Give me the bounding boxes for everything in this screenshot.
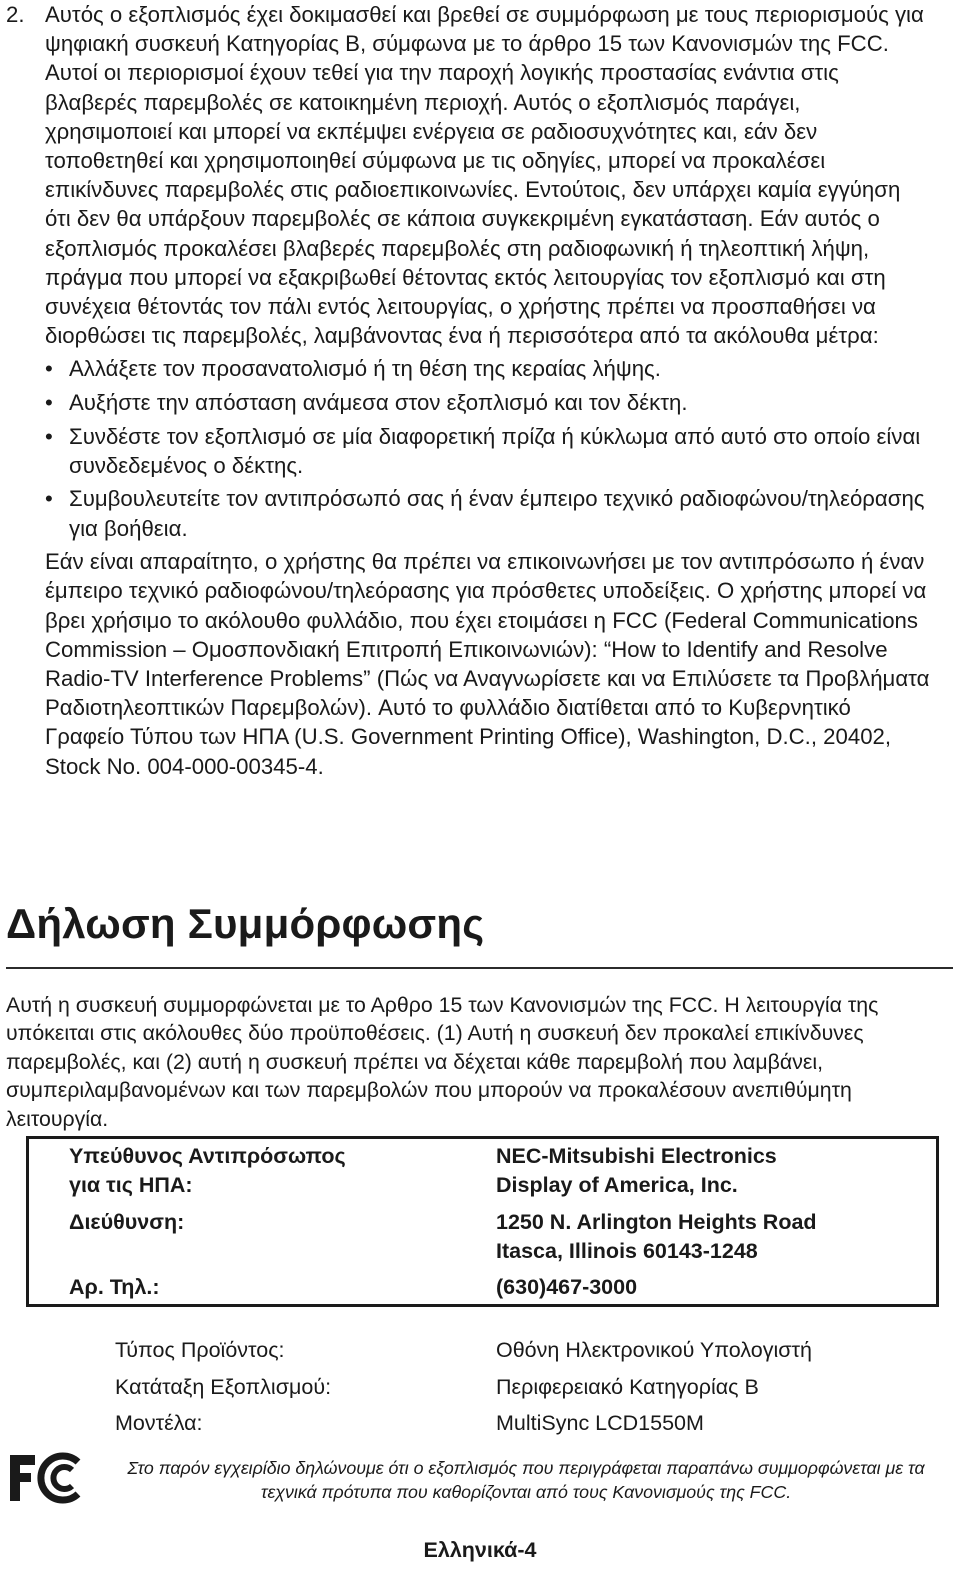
section-divider bbox=[6, 967, 953, 969]
page-number: Ελληνικά-4 bbox=[423, 1538, 537, 1562]
bullet-icon: • bbox=[45, 390, 53, 416]
bullet-icon: • bbox=[45, 356, 53, 382]
list-item-text: Αυξήστε την απόσταση ανάμεσα στον εξοπλισμό και τον δέκτη. bbox=[69, 390, 688, 416]
rep-label-line-2: για τις ΗΠΑ: bbox=[69, 1173, 193, 1197]
section-title: Δήλωση Συμμόρφωσης bbox=[6, 900, 485, 947]
measures-list bbox=[45, 354, 930, 542]
list-item-text: Αλλάξετε τον προσανατολισμό ή τη θέση της κεραίας λήψης. bbox=[69, 356, 661, 382]
model-label: Μοντέλα: bbox=[115, 1411, 203, 1435]
phone-label: Αρ. Τηλ.: bbox=[69, 1275, 160, 1299]
equipment-class-label: Κατάταξη Εξοπλισμού: bbox=[115, 1375, 332, 1399]
address-value-line-1: 1250 N. Arlington Heights Road bbox=[496, 1210, 817, 1234]
address-value-line-2: Itasca, Illinois 60143-1248 bbox=[496, 1239, 758, 1263]
list-item-text: Συνδέστε τον εξοπλισμό σε μία διαφορετική πρίζα ή κύκλωμα από αυτό στο οποίο είναι συνδεδεμένος ο δέκτης. bbox=[69, 423, 921, 478]
list-item bbox=[45, 354, 930, 383]
bullet-icon: • bbox=[45, 423, 53, 449]
bullet-icon: • bbox=[45, 486, 53, 512]
contact-info-box bbox=[26, 1136, 939, 1307]
rep-value-line-2: Display of America, Inc. bbox=[496, 1173, 738, 1197]
model-value: MultiSync LCD1550M bbox=[496, 1411, 704, 1435]
list-item bbox=[45, 422, 930, 480]
fcc-item-2 bbox=[0, 0, 930, 781]
fcc-compliance-note: Στο παρόν εγχειρίδιο δηλώνουμε ότι ο εξοπλισμός που περιγράφεται παραπάνω συμμορφώνεται με τα τεχνικά πρότυπα που καθορίζονται από τους Κανονισμούς της FCC. bbox=[127, 1458, 925, 1502]
equipment-class-value: Περιφερειακό Κατηγορίας B bbox=[496, 1375, 759, 1399]
item-number: 2. bbox=[6, 2, 25, 27]
item-intro-paragraph: Αυτός ο εξοπλισμός έχει δοκιμασθεί και βρεθεί σε συμμόρφωση με τους περιορισμούς για ψηφιακή συσκευή Κατηγορίας B, σύμφωνα με το άρθρο 15 των Κανονισμών της FCC. Αυτοί οι περιορισμοί έχουν τεθεί για την παροχή λογικής προστασίας ενάντια στις βλαβερές παρεμβολές σε κατοικημένη περιοχή. Αυτός ο εξοπλισμός παράγει, χρησιμοποιεί και μπορεί να εκπέμψει ενέργεια σε ραδιοσυχνότητες και, εάν δεν τοποθετηθεί και χρησιμοποιηθεί σύμφωνα με τις οδηγίες, μπορεί να προκαλέσει επικίνδυνες παρεμβολές στις ραδιοεπικοινωνίες. Εντούτοις, δεν υπάρχει καμία εγγύηση ότι δεν θα υπάρξουν παρεμβολές σε κάποια συγκεκριμένη εγκατάσταση. Εάν αυτός ο εξοπλισμός προκαλέσει βλαβερές παρεμβολές στη ραδιοφωνική ή τηλεοπτική λήψη, πράγμα που μπορεί να εξακριβωθεί θέτοντας εκτός λειτουργίας τον εξοπλισμό και στη συνέχεια θέτοντάς τον πάλι εντός λειτουργίας, ο χρήστης πρέπει να προσπαθήσει να διορθώσει τις παρεμβολές, λαμβάνοντας ένα ή περισσότερα από τα ακόλουθα μέτρα: bbox=[45, 2, 924, 349]
address-label: Διεύθυνση: bbox=[69, 1210, 185, 1234]
list-item bbox=[45, 388, 930, 417]
declaration-paragraph: Αυτή η συσκευή συμμορφώνεται με το Αρθρο 15 των Κανονισμών της FCC. Η λειτουργία της υπόκειται στις ακόλουθες δύο προϋποθέσεις. (1) Αυτή η συσκευή δεν προκαλεί επικίνδυνες παρεμβολές, και (2) αυτή η συσκευή πρέπει να δέχεται κάθε παρεμβολή που λαμβάνει, συμπεριλαμβανομένων και των παρεμβολών που μπορούν να προκαλέσουν ανεπιθύμητη λειτουργία. bbox=[6, 993, 879, 1131]
phone-value: (630)467-3000 bbox=[496, 1275, 638, 1299]
product-type-value: Οθόνη Ηλεκτρονικού Υπολογιστή bbox=[496, 1338, 812, 1362]
rep-value-line-1: NEC-Mitsubishi Electronics bbox=[496, 1144, 777, 1168]
fcc-logo-icon bbox=[8, 1452, 82, 1504]
list-item bbox=[45, 484, 930, 542]
product-type-label: Τύπος Προϊόντος: bbox=[115, 1338, 285, 1362]
item-body bbox=[45, 0, 930, 781]
item-closing-paragraph: Εάν είναι απαραίτητο, ο χρήστης θα πρέπει να επικοινωνήσει με τον αντιπρόσωπο ή έναν έμπειρο τεχνικό ραδιοφώνου/τηλεόρασης για πρόσθετες υποδείξεις. Ο χρήστης μπορεί να βρει χρήσιμο το ακόλουθο φυλλάδιο, που έχει ετοιμάσει η FCC (Federal Communications Commission – Ομοσπονδιακή Επιτροπή Επικοινωνιών): “How to Identify and Resolve Radio-TV Interference Problems” (Πώς να Αναγνωρίσετε και να Επιλύσετε τα Προβλήματα Ραδιοτηλεοπτικών Παρεμβολών). Αυτό το φυλλάδιο διατίθεται από το Κυβερνητικό Γραφείο Τύπου των ΗΠΑ (U.S. Government Printing Office), Washington, D.C., 20402, Stock No. 004-000-00345-4. bbox=[45, 549, 930, 779]
list-item-text: Συμβουλευτείτε τον αντιπρόσωπό σας ή έναν έμπειρο τεχνικό ραδιοφώνου/τηλεόρασης για βοήθεια. bbox=[69, 486, 925, 541]
rep-label-line-1: Υπεύθυνος Αντιπρόσωπος bbox=[69, 1144, 346, 1168]
